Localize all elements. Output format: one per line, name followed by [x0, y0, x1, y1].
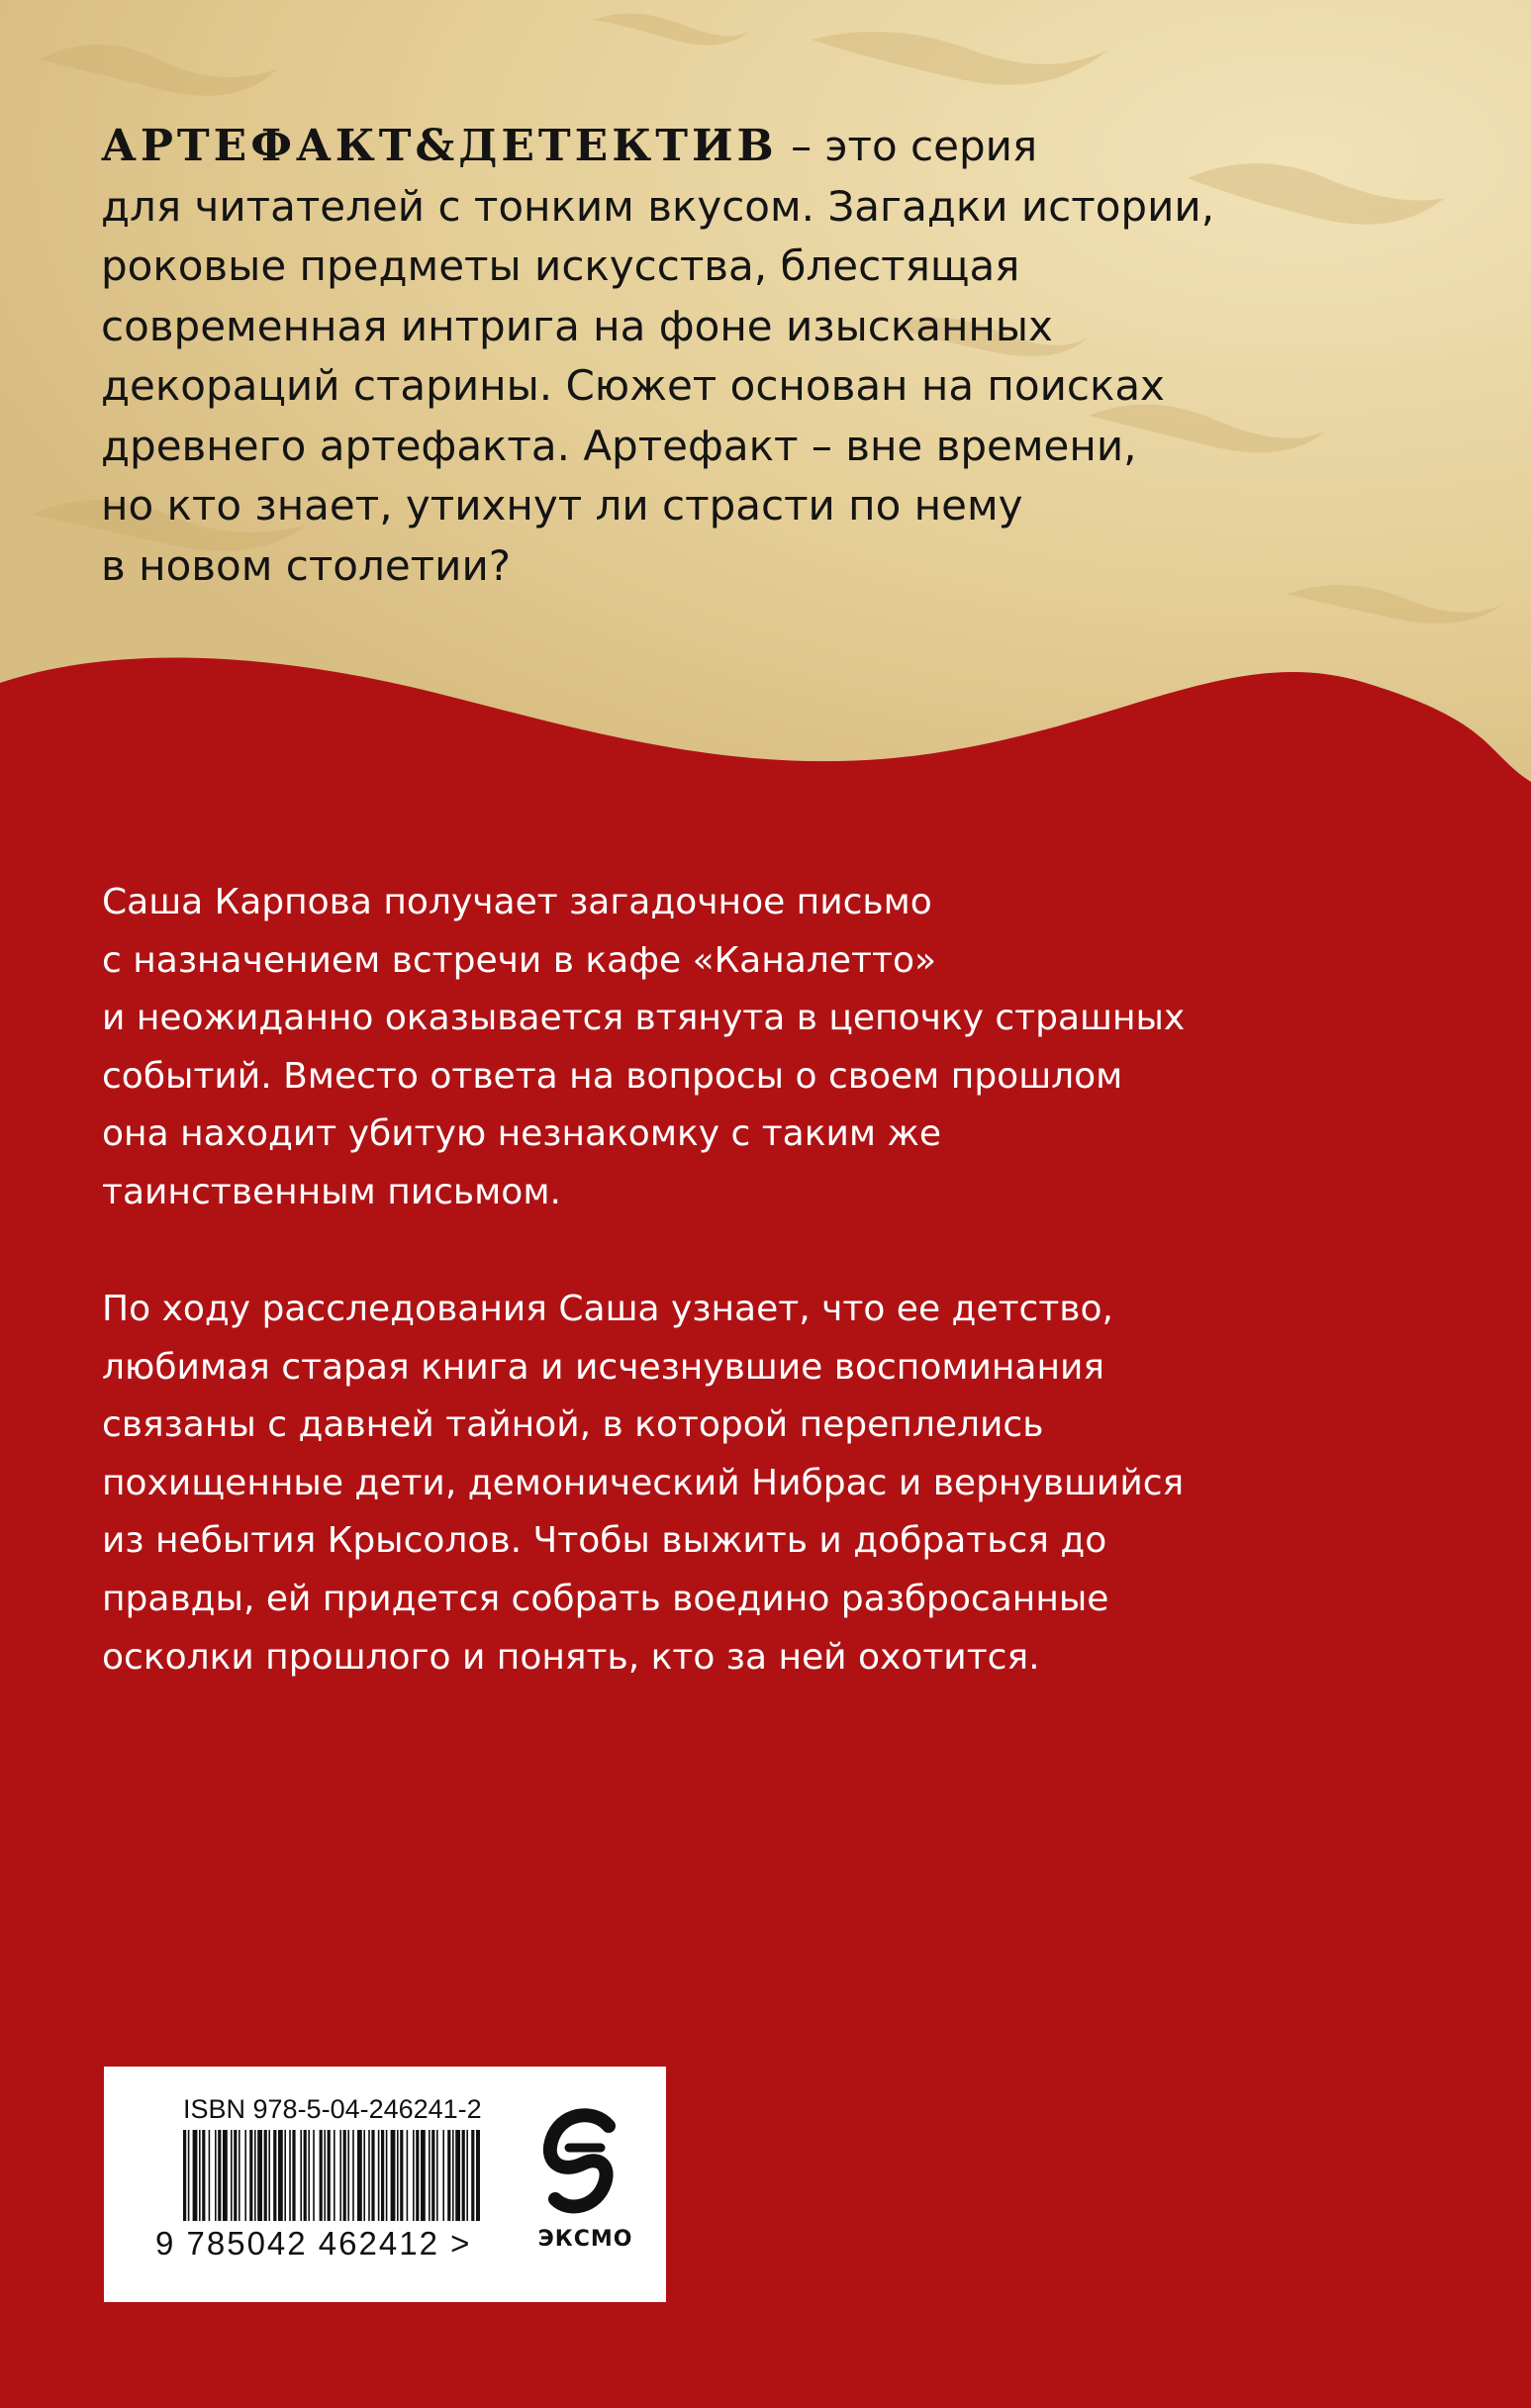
barcode-bar — [218, 2130, 221, 2221]
barcode-bar — [378, 2130, 380, 2221]
barcode-bar — [268, 2130, 270, 2221]
barcode-bar — [193, 2130, 198, 2221]
barcode-bar — [368, 2130, 370, 2221]
barcode-bar — [249, 2130, 252, 2221]
barcode-bar — [400, 2130, 403, 2221]
synopsis-line: Саша Карпова получает загадочное письмо — [102, 882, 932, 922]
barcode-bar — [223, 2130, 228, 2221]
barcode-bar — [455, 2130, 460, 2221]
barcode-bar — [324, 2130, 326, 2221]
barcode-bar — [289, 2130, 291, 2221]
synopsis-line: похищенные дети, демонический Нибрас и вернувшийся — [102, 1462, 1185, 1503]
barcode-bar — [421, 2130, 426, 2221]
series-line: древнего артефакта. Артефакт – вне времени, — [101, 421, 1137, 470]
synopsis-line: осколки прошлого и понять, кто за ней охотится. — [102, 1636, 1040, 1678]
barcode-bar — [343, 2130, 346, 2221]
barcode-bar — [357, 2130, 362, 2221]
barcode-bar — [304, 2130, 307, 2221]
series-description — [101, 117, 1387, 596]
series-line: современная интрига на фоне изысканных — [101, 301, 1053, 350]
synopsis-paragraph-1 — [102, 874, 1339, 1222]
barcode-bar — [273, 2130, 276, 2221]
synopsis-line: связаны с давней тайной, в которой переплелись — [102, 1404, 1044, 1446]
barcode-bar — [436, 2130, 438, 2221]
series-first-line — [101, 117, 1387, 177]
barcode-bar — [462, 2130, 465, 2221]
synopsis-paragraph-2 — [102, 1281, 1339, 1686]
synopsis-line: и неожиданно оказывается втянута в цепочку страшных — [102, 998, 1186, 1039]
barcode-bar — [471, 2130, 474, 2221]
synopsis-line: с назначением встречи в кафе «Каналетто» — [102, 939, 936, 981]
synopsis-line: из небытия Крысолов. Чтобы выжить и добраться до — [102, 1520, 1107, 1562]
barcode-bar — [416, 2130, 419, 2221]
barcode-digits: 9 785042 462412 > — [155, 2225, 472, 2262]
barcode-bar — [339, 2130, 341, 2221]
barcode-bar — [352, 2130, 354, 2221]
barcode-bar — [442, 2130, 444, 2221]
barcode-bar — [313, 2130, 315, 2221]
barcode-bar — [397, 2130, 399, 2221]
barcode-bar — [254, 2130, 256, 2221]
synopsis-line: По ходу расследования Саша узнает, что ее детство, — [102, 1289, 1113, 1329]
barcode-bar — [407, 2130, 409, 2221]
barcode-bar — [386, 2130, 388, 2221]
barcode-bar — [347, 2130, 349, 2221]
synopsis-line: она находит убитую незнакомку с таким же — [102, 1113, 942, 1155]
barcode-bar — [284, 2130, 286, 2221]
barcode-bar — [209, 2130, 211, 2221]
barcode-bar — [199, 2130, 201, 2221]
barcode-bar — [466, 2130, 468, 2221]
barcode-bar — [363, 2130, 365, 2221]
barcode-bar — [447, 2130, 450, 2221]
synopsis-line: таинственным письмом. — [102, 1171, 561, 1212]
barcode-bar — [328, 2130, 331, 2221]
series-line: роковые предметы искусства, блестящая — [101, 241, 1020, 290]
isbn-barcode-panel — [104, 2067, 666, 2302]
barcode-bar — [264, 2130, 267, 2221]
synopsis-line: правды, ей придется собрать воедино разбросанные — [102, 1578, 1109, 1619]
barcode-bar — [188, 2130, 190, 2221]
barcode-bar — [278, 2130, 283, 2221]
series-name: АРТЕФАКТ&ДЕТЕКТИВ — [101, 121, 778, 171]
barcode-bar — [239, 2130, 240, 2221]
eksmo-logo-icon — [539, 2104, 628, 2223]
barcode-bar — [476, 2130, 480, 2221]
barcode-bar — [371, 2130, 374, 2221]
barcode-bar — [391, 2130, 396, 2221]
barcode-bar — [452, 2130, 454, 2221]
publisher-name: ЭКСМО — [537, 2227, 633, 2252]
barcode-bar — [183, 2130, 186, 2221]
series-line: для читателей с тонким вкусом. Загадки истории, — [101, 181, 1215, 231]
barcode-bar — [300, 2130, 302, 2221]
series-intro-text: – это серия — [777, 122, 1038, 170]
barcode-bar — [431, 2130, 434, 2221]
barcode-bar — [202, 2130, 205, 2221]
barcode-bar — [320, 2130, 323, 2221]
barcode-bar — [334, 2130, 335, 2221]
synopsis-line: любимая старая книга и исчезнувшие воспоминания — [102, 1346, 1105, 1388]
barcode-bar — [234, 2130, 237, 2221]
synopsis-line: событий. Вместо ответа на вопросы о своем прошлом — [102, 1055, 1123, 1097]
barcode-bar — [231, 2130, 233, 2221]
isbn-number: ISBN 978-5-04-246241-2 — [183, 2094, 482, 2124]
series-line: декораций старины. Сюжет основан на поисках — [101, 361, 1165, 410]
barcode-bar — [292, 2130, 295, 2221]
barcode-bar — [257, 2130, 262, 2221]
barcode-bar — [244, 2130, 246, 2221]
barcode-bar — [308, 2130, 310, 2221]
barcode-bar — [215, 2130, 217, 2221]
barcode-bar — [429, 2130, 431, 2221]
barcode-bar — [381, 2130, 384, 2221]
barcode-bar — [413, 2130, 415, 2221]
series-line: в новом столетии? — [101, 540, 512, 590]
series-line: но кто знает, утихнут ли страсти по нему — [101, 481, 1023, 530]
